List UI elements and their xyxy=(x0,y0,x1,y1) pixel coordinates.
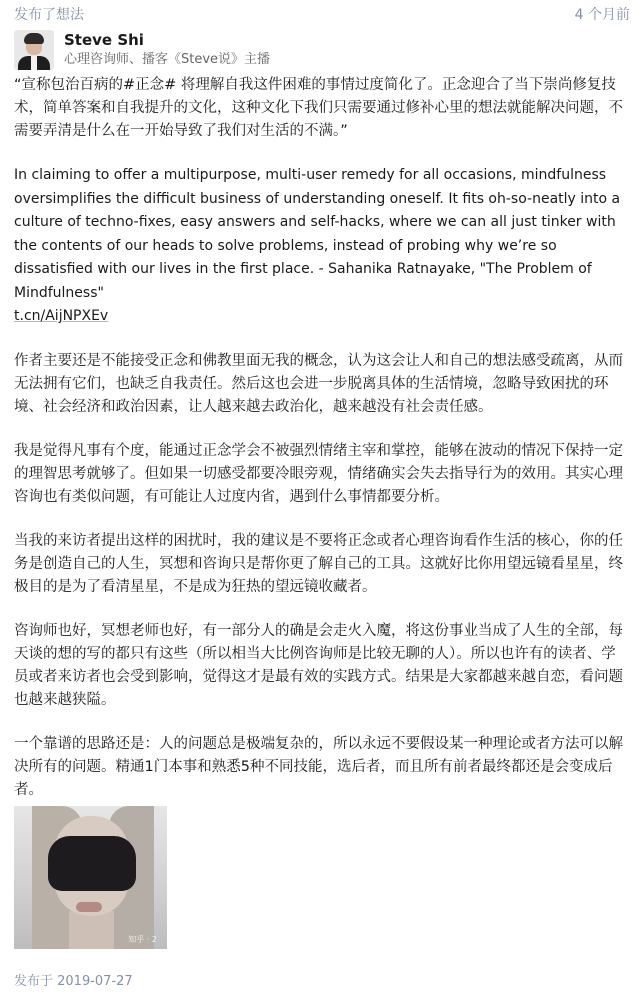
image-watermark: 知乎 · 2 xyxy=(128,935,157,944)
publish-date[interactable]: 发布于 2019-07-27 xyxy=(14,974,133,989)
author-bio: 心理咨询师、播客《Steve说》主播 xyxy=(64,52,271,67)
post-image[interactable] xyxy=(14,806,167,949)
post-action-label: 发布了想法 xyxy=(14,7,84,23)
paragraph-7: 一个靠谱的思路还是：人的问题总是极端复杂的，所以永远不要假设某一种理论或者方法可以解决所有的问题。精通1门本事和熟悉5种不同技能，选后者，而且所有前者最终都还是会变成后者。 xyxy=(14,735,623,798)
paragraph-5: 当我的来访者提出这样的困扰时，我的建议是不要将正念或者心理咨询看作生活的核心，你的任务是创造自己的人生，冥想和咨询只是帮你更了解自己的工具。这就好比你用望远镜看星星，终极目的是为了看清星星，不是成为狂热的望远镜收藏者。 xyxy=(14,532,623,595)
hands-covering-eyes xyxy=(48,836,136,891)
paragraph-quote-cn: “宣称包治百病的#正念# 将理解自我这件困难的事情过度简化了。正念迎合了当下崇尚修复技术，简单答案和自我提升的文化，这种文化下我们只需要通过修补心里的想法就能解决问题，不需要弄清是什么在一开始导致了我们对生活的不满。” xyxy=(14,77,623,139)
post-time[interactable]: 4 个月前 xyxy=(574,7,630,23)
paragraph-6: 咨询师也好，冥想老师也好，有一部分人的确是会走火入魔，将这份事业当成了人生的全部，每天谈的想的写的都只有这些（所以相当大比例咨询师是比较无聊的人）。所以也许有的读者、学员或者来访者也会受到影响，觉得这才是最有效的实践方式。结果是大家都越来越自恋，看问题也越来越狭隘。 xyxy=(14,622,623,708)
paragraph-quote-en xyxy=(14,164,626,329)
post-content xyxy=(14,74,626,823)
post-header xyxy=(14,4,630,24)
quote-en-text: In claiming to offer a multipurpose, multi-user remedy for all occasions, mindfulness oversimplifies the difficult business of understanding oneself. It fits oh-so-neatly into a culture of techno-fixes, easy answers and self-hacks, where we can all just tinker with the contents of our heads to solve problems, instead of probing why we’re so dissatisfied with our lives in the first place. - Sahanika Ratnayake, "The Problem of Mindfulness" xyxy=(14,167,621,301)
paragraph-3: 作者主要还是不能接受正念和佛教里面无我的概念，认为这会让人和自己的想法感受疏离，从而无法拥有它们，也缺乏自我责任。然后这也会进一步脱离具体的生活情境，忽略导致困扰的环境、社会经济和政治因素，让人越来越去政治化，越来越没有社会责任感。 xyxy=(14,352,623,415)
author-block xyxy=(14,30,270,70)
paragraph-4: 我是觉得凡事有个度，能通过正念学会不被强烈情绪主宰和掌控，能够在波动的情况下保持一定的理智思考就够了。但如果一切感受都要冷眼旁观，情绪确实会失去指导行为的效用。其实心理咨询也有类似问题，有可能让人过度内省，遇到什么事情都要分析。 xyxy=(14,442,623,505)
avatar[interactable] xyxy=(14,30,54,70)
author-name[interactable]: Steve Shi xyxy=(64,31,144,49)
source-link[interactable]: t.cn/AijNPXEv xyxy=(14,308,109,324)
